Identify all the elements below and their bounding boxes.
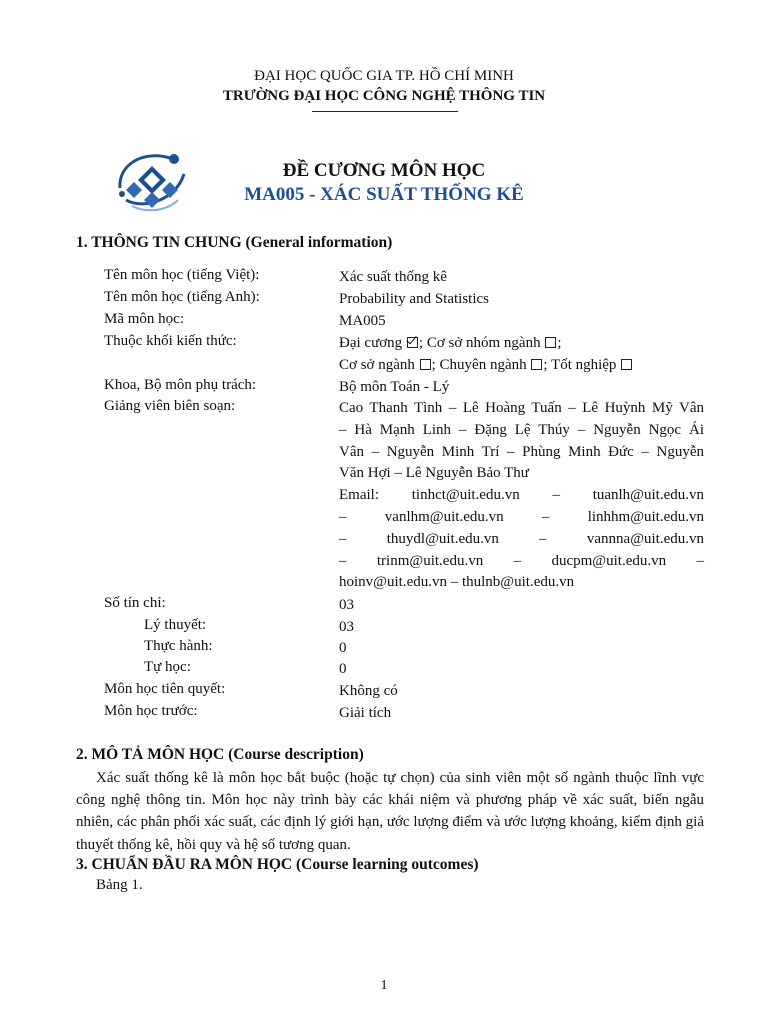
label-knowledge-block: Thuộc khối kiến thức:	[104, 333, 237, 349]
label-theory: Lý thuyết:	[144, 617, 207, 633]
value-name-vi: Xác suất thống kê	[339, 269, 447, 285]
email-line: Email: tinhct@uit.edu.vn – tuanlh@uit.edu.vn	[339, 487, 704, 504]
label-practice: Thực hành:	[144, 638, 213, 654]
option-dai-cuong: Đại cương	[339, 335, 403, 351]
label-name-en: Tên môn học (tiếng Anh):	[104, 289, 260, 305]
value-lecturers	[339, 398, 704, 594]
checkbox-empty-icon	[531, 359, 542, 370]
label-self-study: Tự học:	[144, 659, 191, 675]
email-line: – trinm@uit.edu.vn – ducpm@uit.edu.vn –	[339, 552, 704, 569]
email-line: hoinv@uit.edu.vn – thulnb@uit.edu.vn	[339, 574, 575, 591]
label-previous-course: Môn học trước:	[104, 703, 198, 719]
value-prerequisite: Không có	[339, 683, 398, 699]
option-tot-nghiep: Tốt nghiệp	[551, 356, 617, 373]
school-underline	[312, 111, 458, 112]
school-name: TRƯỜNG ĐẠI HỌC CÔNG NGHỆ THÔNG TIN	[222, 88, 546, 104]
table-reference: Bảng 1.	[96, 877, 143, 893]
option-co-so-nhom-nganh: Cơ sở nhóm ngành	[426, 335, 541, 351]
course-title: MA005 - XÁC SUẤT THỐNG KÊ	[244, 184, 524, 205]
lecturers-line: – Hà Mạnh Linh – Đặng Lệ Thúy – Nguyễn Ngọc Ái	[339, 421, 704, 438]
university-name: ĐẠI HỌC QUỐC GIA TP. HỒ CHÍ MINH	[254, 68, 514, 84]
checkbox-checked-icon	[407, 337, 418, 348]
label-name-vi: Tên môn học (tiếng Việt):	[104, 267, 260, 283]
value-name-en: Probability and Statistics	[339, 291, 489, 307]
value-knowledge-block: Đại cương ; Cơ sở nhóm ngành ; Cơ sở ngành ; Chuyên ngành ; Tốt nghiệp	[339, 333, 704, 377]
section3-heading: 3. CHUẨN ĐẦU RA MÔN HỌC (Course learning outcomes)	[76, 856, 479, 873]
value-self-study: 0	[339, 661, 347, 677]
label-credits: Số tín chỉ:	[104, 595, 166, 611]
value-course-code: MA005	[339, 313, 386, 329]
label-prerequisite: Môn học tiên quyết:	[104, 681, 226, 697]
page-number: 1	[380, 978, 388, 993]
lecturers-line: Văn Hợi – Lê Nguyễn Bảo Thư	[339, 465, 529, 482]
checkbox-empty-icon	[621, 359, 632, 370]
lecturers-line: Cao Thanh Tình – Lê Hoàng Tuấn – Lê Huỳnh Mỹ Vân	[339, 400, 704, 416]
checkbox-empty-icon	[420, 359, 431, 370]
email-line: – vanlhm@uit.edu.vn – linhhm@uit.edu.vn	[339, 508, 704, 525]
section2-heading: 2. MÔ TẢ MÔN HỌC (Course description)	[76, 746, 364, 763]
course-description	[76, 767, 704, 856]
section1-heading: 1. THÔNG TIN CHUNG (General information)	[76, 234, 393, 251]
label-lecturers: Giảng viên biên soạn:	[104, 398, 236, 414]
option-chuyen-nganh: Chuyên ngành	[439, 356, 527, 373]
value-previous-course: Giải tích	[339, 705, 392, 721]
checkbox-empty-icon	[545, 337, 556, 348]
lecturers-line: Vân – Nguyễn Minh Trí – Phùng Minh Đức – Nguyễn	[339, 443, 704, 460]
value-department: Bộ môn Toán - Lý	[339, 379, 450, 395]
option-co-so-nganh: Cơ sở ngành	[339, 356, 415, 373]
value-theory: 03	[339, 619, 354, 635]
label-course-code: Mã môn học:	[104, 311, 184, 327]
value-practice: 0	[339, 640, 347, 656]
email-line: – thuydl@uit.edu.vn – vannna@uit.edu.vn	[339, 530, 704, 547]
label-department: Khoa, Bộ môn phụ trách:	[104, 377, 257, 393]
course-description-text: Xác suất thống kê là môn học bắt buộc (hoặc tự chọn) của sinh viên một số ngành thuộc lĩnh vực công nghệ thông tin. Môn học này trình bày các khái niệm và phương pháp về xác suất, biến ngẫu nhiên, các phân phối xác suất, các định lý giới hạn, ước lượng điểm và ước lượng khoảng, kiểm định giả thuyết thống kê, hồi quy và hệ số tương quan.	[76, 770, 704, 853]
value-credits: 03	[339, 597, 354, 613]
document-title: ĐỀ CƯƠNG MÔN HỌC	[282, 160, 486, 181]
